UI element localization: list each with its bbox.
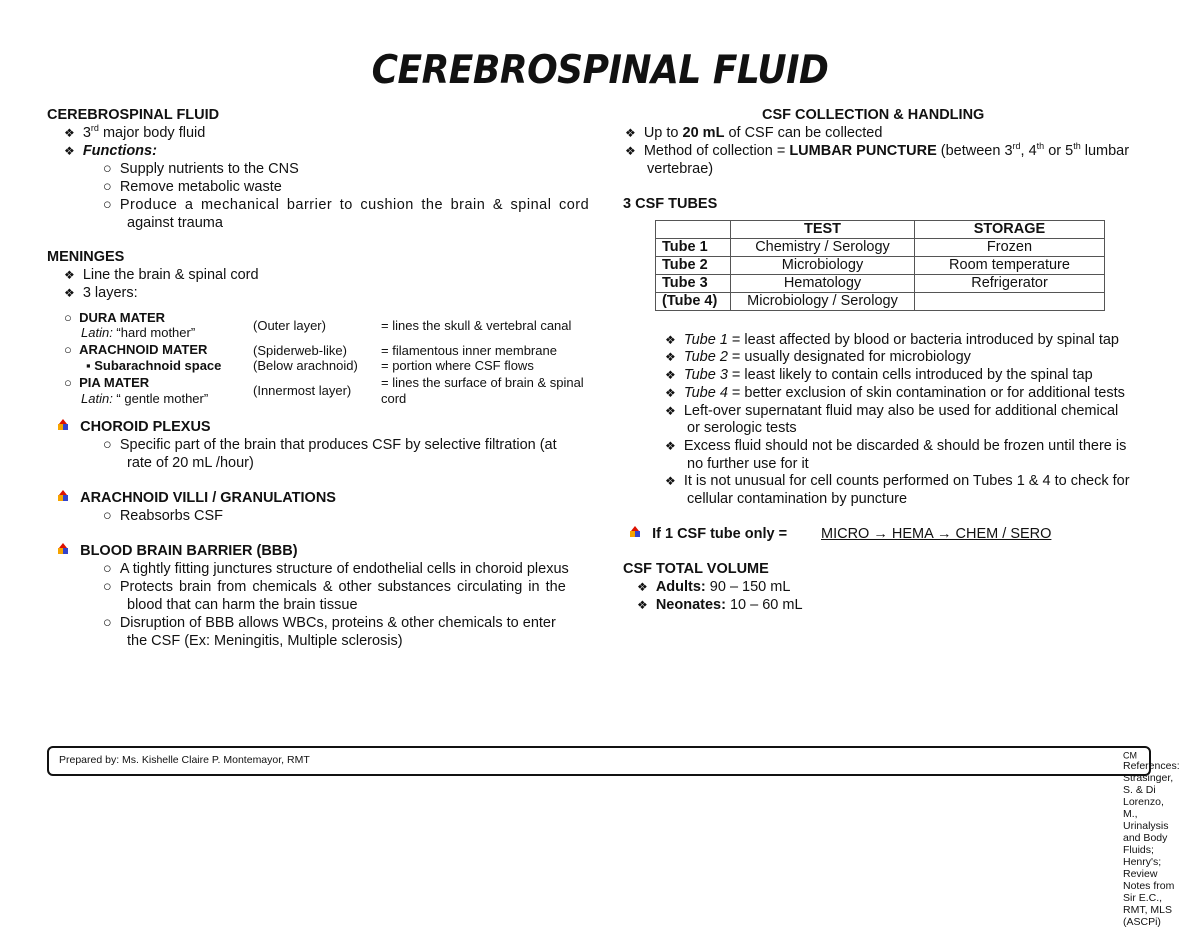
one-tube-rule: If 1 CSF tube only =: [630, 525, 787, 543]
table-cell: Hematology: [731, 275, 915, 293]
diamond-bullet-icon: ❖: [64, 268, 75, 282]
pia-mater: ○ PIA MATER: [64, 375, 150, 390]
list-item: ❖ Line the brain & spinal cord: [64, 267, 259, 283]
volume-heading: CSF TOTAL VOLUME: [623, 561, 769, 577]
tubes-heading: 3 CSF TUBES: [623, 196, 718, 212]
circle-bullet-icon: ○: [64, 342, 72, 357]
list-item: ○ Protects brain from chemicals & other substances circulating in the: [103, 579, 566, 595]
diamond-bullet-icon: ❖: [637, 580, 648, 594]
table-cell: Microbiology: [731, 257, 915, 275]
collection-heading: CSF COLLECTION & HANDLING: [762, 107, 985, 123]
list-item-continued: rate of 20 mL /hour): [127, 455, 254, 471]
list-item: ○ Remove metabolic waste: [103, 179, 282, 195]
subarachnoid-position: (Below arachnoid): [253, 358, 358, 373]
list-item-continued: against trauma: [127, 215, 223, 231]
circle-bullet-icon: ○: [64, 310, 72, 325]
circle-bullet-icon: ○: [103, 579, 112, 595]
footer: [47, 746, 1180, 928]
table-cell: Microbiology / Serology: [731, 293, 915, 311]
pia-position: (Innermost layer): [253, 383, 352, 398]
list-item: ❖ Adults: 90 – 150 mL: [637, 579, 791, 595]
list-item: ❖ Functions:: [64, 143, 157, 159]
table-cell: Tube 2: [656, 257, 731, 275]
list-item-continued: cellular contamination by puncture: [687, 491, 908, 507]
table-header-blank: [656, 221, 731, 239]
list-item: ○ Produce a mechanical barrier to cushion the brain & spinal cord: [103, 197, 590, 213]
one-tube-order: MICRO → HEMA → CHEM / SERO: [821, 526, 1052, 542]
arrow-bullet-icon: [630, 526, 640, 538]
pia-description-continued: cord: [381, 391, 407, 406]
diamond-bullet-icon: ❖: [665, 404, 676, 418]
list-item-continued: or serologic tests: [687, 420, 797, 436]
table-cell: Tube 3: [656, 275, 731, 293]
arrow-bullet-icon: [58, 543, 68, 555]
dura-description: = lines the skull & vertebral canal: [381, 318, 572, 333]
pia-latin: Latin: “ gentle mother”: [81, 391, 209, 406]
table-cell: (Tube 4): [656, 293, 731, 311]
csf-tubes-table: [655, 220, 1105, 311]
references: References: Strasinger, S. & Di Lorenzo, M., Urinalysis and Body Fluids; Henry's; Review Notes from Sir E.C., RMT, MLS (ASCPi) $^{CM}$: [1123, 750, 1180, 928]
list-item-continued: blood that can harm the brain tissue: [127, 597, 358, 613]
square-bullet-icon: ▪: [86, 358, 91, 373]
circle-bullet-icon: ○: [103, 179, 112, 195]
list-item: ❖ Tube 4 = better exclusion of skin contamination or for additional tests: [665, 385, 1125, 401]
table-header-row: [656, 221, 1105, 239]
subarachnoid-description: = portion where CSF flows: [381, 358, 534, 373]
diamond-bullet-icon: ❖: [625, 126, 636, 140]
list-item: ❖ Method of collection = LUMBAR PUNCTURE (between 3rd, 4th or 5th lumbar: [625, 141, 1130, 159]
list-item: ❖ Left-over supernatant fluid may also be used for additional chemical: [665, 403, 1119, 419]
list-item: ○ Specific part of the brain that produces CSF by selective filtration (at: [103, 437, 557, 453]
circle-bullet-icon: ○: [103, 161, 112, 177]
dura-mater: ○ DURA MATER: [64, 310, 166, 325]
list-item-continued: vertebrae): [647, 161, 714, 177]
table-row: [656, 257, 1105, 275]
meninges-heading: MENINGES: [47, 249, 125, 265]
diamond-bullet-icon: ❖: [665, 350, 676, 364]
list-item: ❖ Up to 20 mL of CSF can be collected: [625, 125, 883, 141]
circle-bullet-icon: ○: [103, 197, 112, 213]
arrow-bullet-icon: [58, 490, 68, 502]
diamond-bullet-icon: ❖: [625, 144, 636, 158]
villi-heading: ARACHNOID VILLI / GRANULATIONS: [58, 489, 336, 507]
list-item: ❖ Tube 2 = usually designated for microbiology: [665, 349, 971, 365]
pia-description: = lines the surface of brain & spinal: [381, 375, 584, 390]
diamond-bullet-icon: ❖: [665, 333, 676, 347]
list-item: ❖ It is not unusual for cell counts performed on Tubes 1 & 4 to check for: [665, 473, 1130, 489]
list-item: ❖ 3 layers:: [64, 285, 138, 301]
list-item: ○ A tightly fitting junctures structure of endothelial cells in choroid plexus: [103, 561, 569, 577]
list-item-continued: no further use for it: [687, 456, 809, 472]
arachnoid-mater: ○ ARACHNOID MATER: [64, 342, 208, 357]
arrow-bullet-icon: [58, 419, 68, 431]
table-row: [656, 275, 1105, 293]
table-header: STORAGE: [915, 221, 1105, 239]
page-title: CEREBROSPINAL FLUID: [371, 47, 829, 94]
list-item: ❖ Excess fluid should not be discarded & should be frozen until there is: [665, 438, 1127, 454]
circle-bullet-icon: ○: [103, 437, 112, 453]
table-header: TEST: [731, 221, 915, 239]
list-item: ❖ Tube 1 = least affected by blood or bacteria introduced by spinal tap: [665, 332, 1119, 348]
arachnoid-description: = filamentous inner membrane: [381, 343, 557, 358]
diamond-bullet-icon: ❖: [64, 144, 75, 158]
list-item: ○ Supply nutrients to the CNS: [103, 161, 299, 177]
diamond-bullet-icon: ❖: [665, 368, 676, 382]
choroid-heading: CHOROID PLEXUS: [58, 418, 211, 436]
diamond-bullet-icon: ❖: [665, 439, 676, 453]
bbb-heading: BLOOD BRAIN BARRIER (BBB): [58, 542, 298, 560]
list-item-continued: the CSF (Ex: Meningitis, Multiple sclerosis): [127, 633, 403, 649]
table-row: [656, 293, 1105, 311]
arachnoid-position: (Spiderweb-like): [253, 343, 347, 358]
table-cell: Tube 1: [656, 239, 731, 257]
list-item: ❖ Neonates: 10 – 60 mL: [637, 597, 803, 613]
table-cell: Room temperature: [915, 257, 1105, 275]
list-item: ○ Reabsorbs CSF: [103, 508, 223, 524]
circle-bullet-icon: ○: [64, 375, 72, 390]
circle-bullet-icon: ○: [103, 508, 112, 524]
diamond-bullet-icon: ❖: [64, 286, 75, 300]
table-cell: Chemistry / Serology: [731, 239, 915, 257]
dura-position: (Outer layer): [253, 318, 326, 333]
dura-latin: Latin: “hard mother”: [81, 325, 196, 340]
diamond-bullet-icon: ❖: [665, 386, 676, 400]
diamond-bullet-icon: ❖: [637, 598, 648, 612]
circle-bullet-icon: ○: [103, 615, 112, 631]
list-item: ○ Disruption of BBB allows WBCs, proteins & other chemicals to enter: [103, 615, 556, 631]
table-cell: Refrigerator: [915, 275, 1105, 293]
diamond-bullet-icon: ❖: [665, 474, 676, 488]
circle-bullet-icon: ○: [103, 561, 112, 577]
prepared-by: Prepared by: Ms. Kishelle Claire P. Montemayor, RMT: [59, 754, 310, 766]
list-item: ❖ Tube 3 = least likely to contain cells introduced by the spinal tap: [665, 367, 1093, 383]
table-cell: Frozen: [915, 239, 1105, 257]
subarachnoid-space: ▪ Subarachnoid space: [86, 358, 222, 373]
list-item: ❖ 3rd major body fluid: [64, 123, 206, 141]
diamond-bullet-icon: ❖: [64, 126, 75, 140]
table-row: [656, 239, 1105, 257]
table-cell: [915, 293, 1105, 311]
csf-heading: CEREBROSPINAL FLUID: [47, 107, 220, 123]
